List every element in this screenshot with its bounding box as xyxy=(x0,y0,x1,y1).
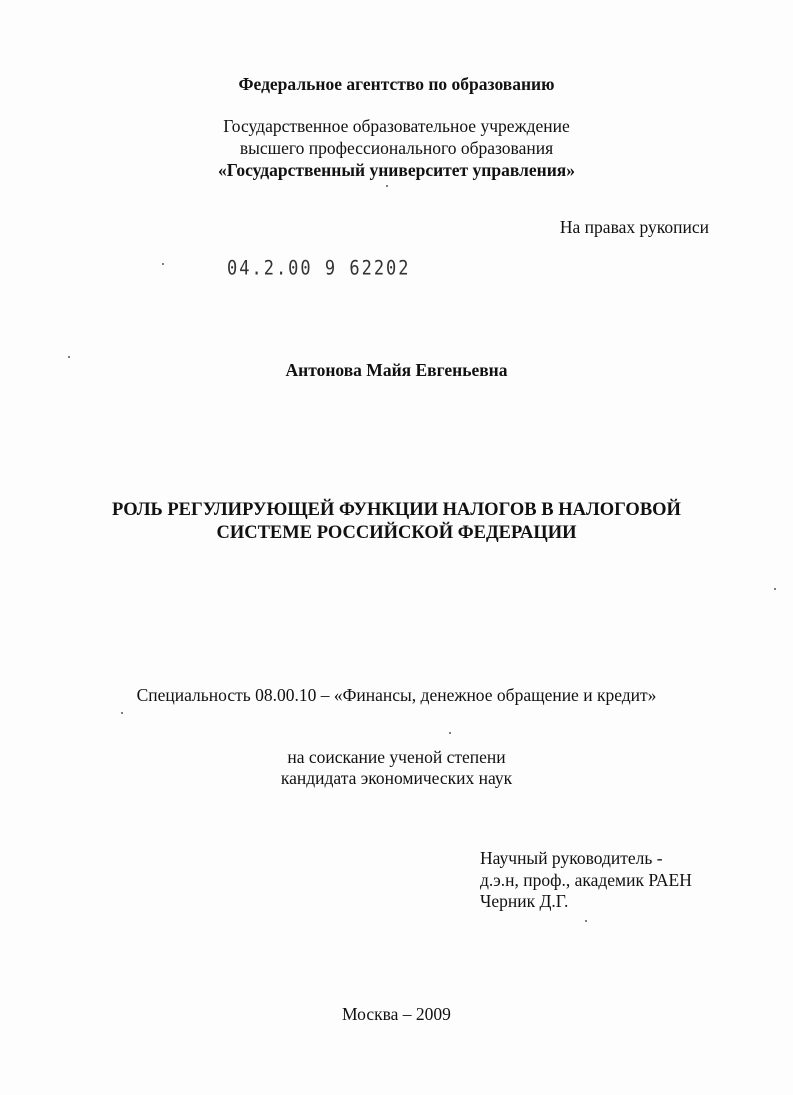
supervisor-role: Научный руководитель - xyxy=(480,848,663,868)
degree-line-1: на соискание ученой степени xyxy=(287,747,506,767)
thesis-title-line-1: РОЛЬ РЕГУЛИРУЮЩЕЙ ФУНКЦИИ НАЛОГОВ В НАЛОГОВОЙ xyxy=(112,500,681,520)
author-name: Антонова Майя Евгеньевна xyxy=(285,360,508,380)
scan-speck xyxy=(585,920,587,922)
city-year: Москва – 2009 xyxy=(342,1004,451,1024)
scan-speck xyxy=(162,263,164,265)
university-name: «Государственный университет управления» xyxy=(217,160,576,180)
scan-speck xyxy=(449,732,451,734)
scan-speck xyxy=(121,712,123,714)
supervisor-name: Черник Д.Г. xyxy=(480,891,569,911)
institution-line-1: Государственное образовательное учреждение xyxy=(223,116,570,136)
agency-name: Федеральное агентство по образованию xyxy=(238,74,555,94)
degree-line-2: кандидата экономических наук xyxy=(280,768,513,788)
registration-stamp: 04.2.00 9 62202 xyxy=(227,257,411,280)
scan-speck xyxy=(386,185,388,187)
institution-line-2: высшего профессионального образования xyxy=(239,138,554,158)
specialty-line: Специальность 08.00.10 – «Финансы, денежное обращение и кредит» xyxy=(136,685,657,705)
thesis-title-line-2: СИСТЕМЕ РОССИЙСКОЙ ФЕДЕРАЦИИ xyxy=(216,523,577,543)
scan-speck xyxy=(68,356,70,358)
manuscript-note: На правах рукописи xyxy=(559,217,709,237)
scan-speck xyxy=(774,588,776,590)
supervisor-credentials: д.э.н, проф., академик РАЕН xyxy=(480,870,692,890)
